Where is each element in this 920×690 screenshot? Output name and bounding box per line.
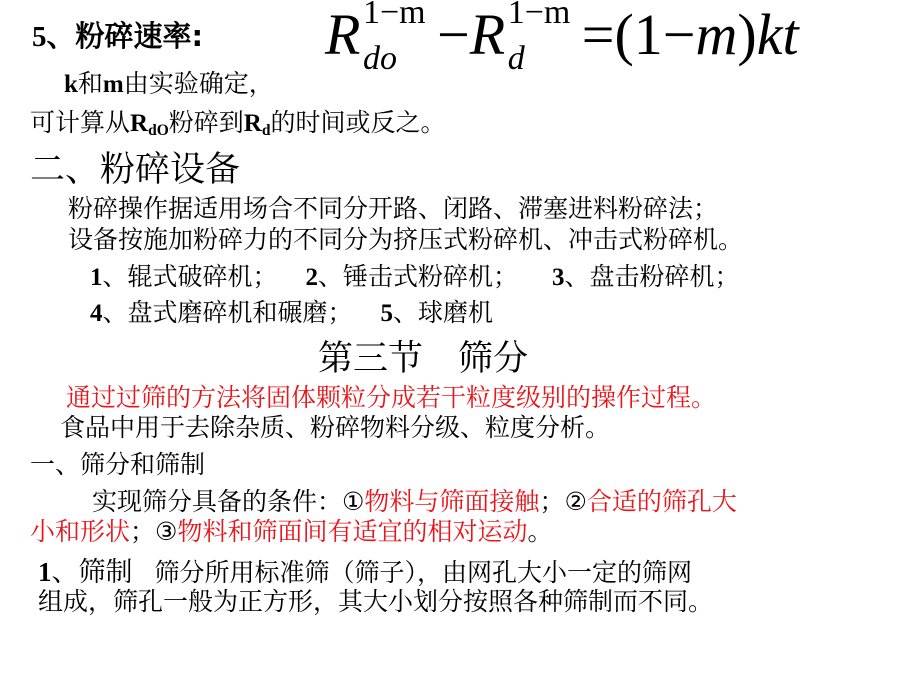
conditions-lead: 实现筛分具备的条件：① [92, 487, 365, 516]
list-item: 4、盘式磨碎机和碾磨； [90, 298, 353, 327]
list-item: 5、球磨机 [380, 298, 494, 327]
heading-number: 5 [32, 21, 47, 53]
formula-rhs-m: m [695, 2, 738, 67]
section-title-sieving: 第三节 筛分 [318, 339, 529, 379]
condition-3: 物料和筛面间有适宜的相对运动 [177, 517, 528, 546]
var-k: k [64, 71, 78, 98]
formula-r1: R [325, 2, 361, 67]
calc-sub2: d [261, 121, 271, 139]
heading-text: 、粉碎速率: [46, 19, 204, 53]
line-k-m-determined [64, 64, 274, 100]
list-item: 3、盘击粉碎机； [552, 262, 740, 291]
calc-text-a: 可计算从 [30, 108, 131, 137]
equipment-para-line-2: 设备按施加粉碎力的不同分为挤压式粉碎机、冲击式粉碎机。 [68, 225, 744, 254]
condition-2-part-a: 合适的筛孔大 [586, 487, 737, 516]
sieve-system-line-2: 组成，筛孔一般为正方形，其大小划分按照各种筛制而不同。 [38, 587, 714, 616]
sieve-system-num: 1 [38, 557, 52, 587]
formula-sup1: 1−m [363, 0, 426, 31]
conditions-line-2 [30, 512, 552, 548]
calc-r1: R [130, 110, 149, 137]
sieving-uses: 食品中用于去除杂质、粉碎物料分级、粒度分析。 [60, 413, 611, 442]
calc-text-b: 粉碎到 [168, 108, 244, 137]
formula-rhs-open: (1 [614, 2, 663, 67]
condition-2-part-b: 小和形状 [30, 517, 131, 546]
list-item: 2、锤击式粉碎机； [305, 262, 519, 291]
list-item: 1、辊式破碎机； [90, 262, 278, 291]
equipment-para-line-1: 粉碎操作据适用场合不同分开路、闭路、滞塞进料粉碎法； [68, 194, 719, 223]
calc-text-c: 的时间或反之。 [270, 108, 446, 137]
section-title-equipment: 二、粉碎设备 [30, 150, 241, 190]
formula-sub1: do [363, 40, 397, 77]
formula-rhs-kt: kt [756, 2, 799, 67]
calc-sub1: dO [148, 121, 169, 139]
line-calculate-time [30, 103, 445, 140]
formula-rhs-minus: − [662, 2, 696, 67]
formula-r2: R [469, 2, 506, 67]
equipment-list-row-1 [90, 257, 740, 293]
condition-1: 物料与筛面接触 [364, 487, 540, 516]
k-m-rest: 由实验确定， [123, 69, 274, 98]
sieving-definition: 通过过筛的方法将固体颗粒分成若干粒度级别的操作过程。 [66, 383, 717, 412]
sieve-system-text-a: 筛分所用标准筛（筛子），由网孔大小一定的筛网 [154, 558, 693, 587]
conditions-sep-1: ；② [539, 487, 587, 516]
calc-r2: R [243, 110, 262, 137]
formula-term-rdo [325, 0, 437, 77]
subsection-title-sieve-system: 一、筛分和筛制 [30, 450, 206, 479]
heading-grinding-rate [32, 14, 203, 55]
word-he: 和 [77, 69, 103, 98]
formula-equals: = [581, 2, 615, 67]
formula-minus: − [437, 2, 470, 67]
formula-rhs-close: ) [737, 2, 757, 67]
conditions-sep-2: ；③ [130, 517, 178, 546]
grinding-rate-formula [325, 0, 799, 77]
sieve-system-title: 、筛制 [51, 557, 133, 588]
equipment-list-row-2 [90, 293, 493, 329]
formula-sup2: 1−m [507, 0, 571, 31]
formula-term-rd [469, 0, 578, 77]
conditions-end: 。 [527, 517, 553, 546]
var-m: m [102, 71, 124, 98]
formula-sub2: d [507, 40, 525, 77]
